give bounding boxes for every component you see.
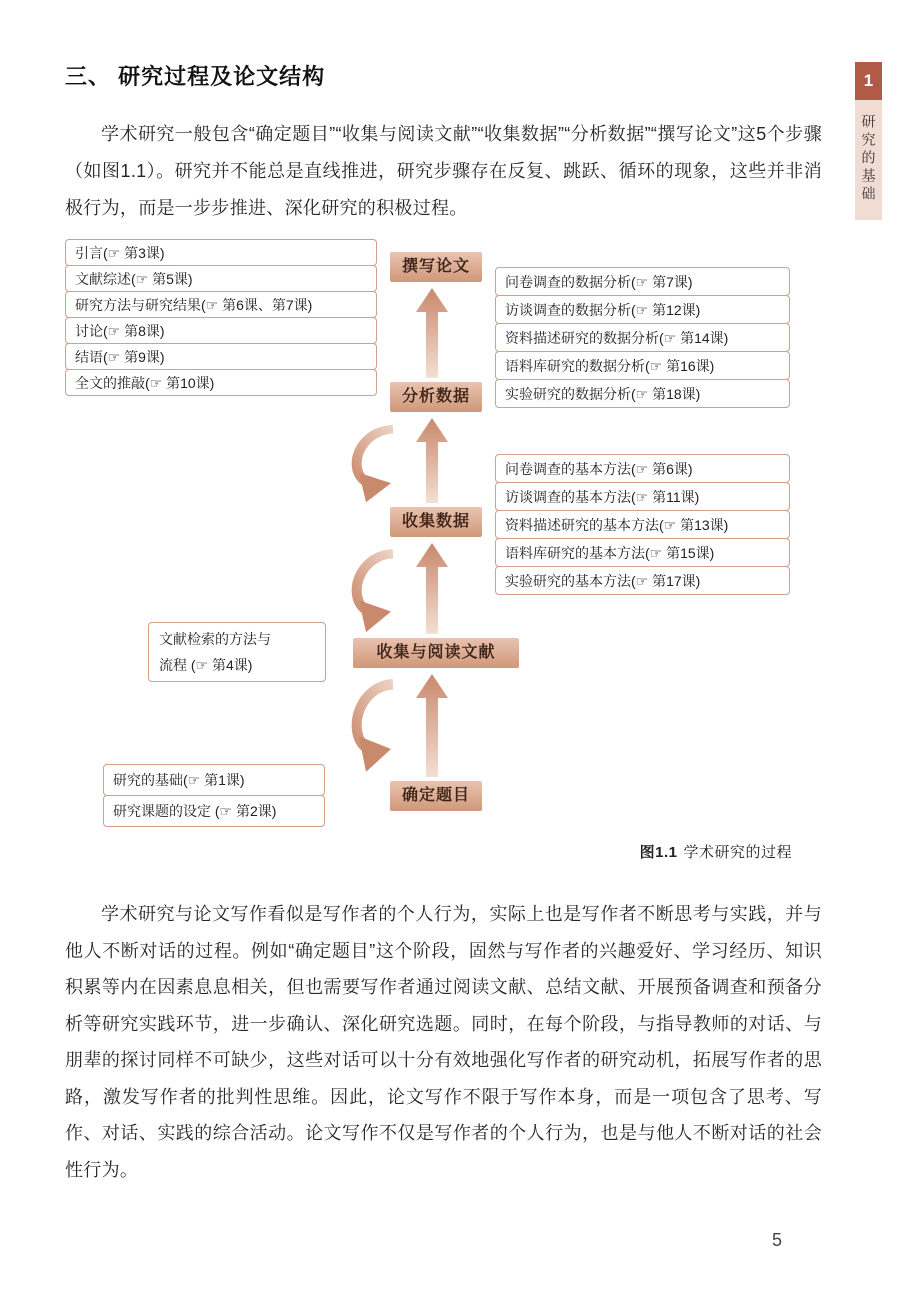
list-item: 访谈调查的基本方法(☞ 第11课) <box>495 482 790 511</box>
list-item: 文献检索的方法与 <box>159 631 271 647</box>
list-item: 研究课题的设定 (☞ 第2课) <box>103 795 325 827</box>
list-item: 访谈调查的数据分析(☞ 第12课) <box>495 295 790 324</box>
list-item: 资料描述研究的基本方法(☞ 第13课) <box>495 510 790 539</box>
list-item: 流程 (☞ 第4课) <box>159 657 253 673</box>
paper-structure-list <box>65 240 377 396</box>
body-paragraph: 学术研究与论文写作看似是写作者的个人行为，实际上也是写作者不断思考与实践，并与他人不断对话的过程。例如“确定题目”这个阶段，固然与写作者的兴趣爱好、学习经历、知识积累等内在因素息息相关，但也需要写作者通过阅读文献、总结文献、开展预备调查和预备分析等研究实践环节，进一步确认、深化研究选题。同时，在每个阶段，与指导教师的对话、与朋辈的探讨同样不可缺少，这些对话可以十分有效地强化写作者的研究动机，拓展写作者的思路，激发写作者的批判性思维。因此，论文写作不限于写作本身，而是一项包含了思考、写作、对话、实践的综合活动。论文写作不仅是写作者的个人行为，也是与他人不断对话的社会性行为。 <box>65 904 822 1180</box>
data-analysis-list <box>495 268 790 408</box>
intro-paragraph: 学术研究一般包含“确定题目”“收集与阅读文献”“收集数据”“分析数据”“撰写论文”这5个步骤（如图1.1）。研究并不能总是直线推进，研究步骤存在反复、跳跃、循环的现象，这些并非消极行为，而是一步步推进、深化研究的积极过程。 <box>65 124 822 218</box>
up-arrow-2 <box>415 418 449 503</box>
list-item: 问卷调查的基本方法(☞ 第6课) <box>495 454 790 483</box>
list-item: 实验研究的基本方法(☞ 第17课) <box>495 566 790 595</box>
list-item: 研究方法与研究结果(☞ 第6课、第7课) <box>65 291 377 318</box>
data-collection-methods-list <box>495 455 790 595</box>
chapter-title-vertical: 研究的基础 <box>855 100 882 220</box>
page-number: 5 <box>772 1230 783 1250</box>
up-arrow-3 <box>415 543 449 634</box>
research-process-figure <box>65 240 795 890</box>
list-item: 研究的基础(☞ 第1课) <box>103 764 325 796</box>
chapter-tab <box>855 62 882 220</box>
list-item: 全文的推敲(☞ 第10课) <box>65 369 377 396</box>
figure-caption-text: 学术研究的过程 <box>683 844 792 861</box>
figure-caption <box>640 841 792 862</box>
list-item: 资料描述研究的数据分析(☞ 第14课) <box>495 323 790 352</box>
chapter-number-badge: 1 <box>855 62 882 100</box>
topic-setting-list <box>103 765 325 827</box>
loop-back-arrow-2 <box>341 548 399 634</box>
list-item: 引言(☞ 第3课) <box>65 239 377 266</box>
list-item: 实验研究的数据分析(☞ 第18课) <box>495 379 790 408</box>
step-collect-data: 收集数据 <box>390 507 482 537</box>
list-item: 语料库研究的数据分析(☞ 第16课) <box>495 351 790 380</box>
loop-back-arrow-1 <box>341 424 399 504</box>
list-item: 语料库研究的基本方法(☞ 第15课) <box>495 538 790 567</box>
up-arrow-4 <box>415 674 449 777</box>
figure-caption-label: 图1.1 <box>639 844 678 861</box>
loop-back-arrow-3 <box>341 678 399 774</box>
list-item: 文献综述(☞ 第5课) <box>65 265 377 292</box>
step-collect-read-literature: 收集与阅读文献 <box>353 638 519 668</box>
section-heading: 三、 研究过程及论文结构 <box>65 64 326 89</box>
step-analyze-data: 分析数据 <box>390 382 482 412</box>
literature-search-box <box>148 622 326 682</box>
step-write-paper: 撰写论文 <box>390 252 482 282</box>
list-item: 问卷调查的数据分析(☞ 第7课) <box>495 267 790 296</box>
step-decide-topic: 确定题目 <box>390 781 482 811</box>
list-item: 结语(☞ 第9课) <box>65 343 377 370</box>
up-arrow-1 <box>415 288 449 378</box>
list-item: 讨论(☞ 第8课) <box>65 317 377 344</box>
